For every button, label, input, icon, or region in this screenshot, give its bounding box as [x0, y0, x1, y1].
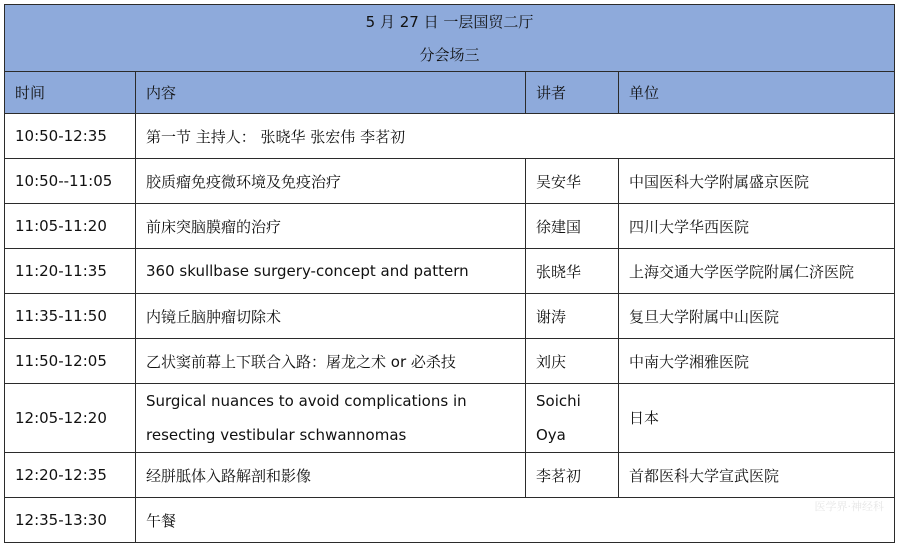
speaker-cell: 徐建国	[526, 204, 619, 249]
content-cell: 乙状窦前幕上下联合入路：屠龙之术 or 必杀技	[136, 339, 526, 384]
schedule-sheet	[4, 4, 894, 543]
content-cell: 胶质瘤免疫微环境及免疫治疗	[136, 159, 526, 204]
unit-cell: 复旦大学附属中山医院	[619, 294, 895, 339]
column-header-time: 时间	[5, 72, 136, 114]
table-row	[5, 204, 895, 249]
table-row	[5, 249, 895, 294]
unit-cell: 中国医科大学附属盛京医院	[619, 159, 895, 204]
watermark: 医学界·神经科	[814, 500, 884, 513]
time-cell: 10:50-12:35	[5, 114, 136, 159]
table-row	[5, 294, 895, 339]
table-row	[5, 159, 895, 204]
content-cell: 360 skullbase surgery-concept and pattern	[136, 249, 526, 294]
content-line: Surgical nuances to avoid complications in	[146, 392, 467, 410]
content-cell: 午餐	[136, 498, 895, 543]
time-cell: 11:50-12:05	[5, 339, 136, 384]
time-cell: 12:20-12:35	[5, 453, 136, 498]
session-name: 分会场三	[5, 38, 895, 72]
speaker-cell: 张晓华	[526, 249, 619, 294]
time-cell: 11:20-11:35	[5, 249, 136, 294]
table-row	[5, 453, 895, 498]
speaker-cell: 李茗初	[526, 453, 619, 498]
section-host-cell: 第一节 主持人： 张晓华 张宏伟 李茗初	[136, 114, 895, 159]
column-header-row	[5, 72, 895, 114]
column-header-speaker: 讲者	[526, 72, 619, 114]
unit-cell: 上海交通大学医学院附属仁济医院	[619, 249, 895, 294]
unit-cell: 四川大学华西医院	[619, 204, 895, 249]
table-row	[5, 498, 895, 543]
table-row	[5, 339, 895, 384]
speaker-line: Soichi	[536, 392, 581, 410]
unit-cell: 日本	[619, 384, 895, 453]
column-header-unit: 单位	[619, 72, 895, 114]
table-row	[5, 384, 895, 453]
content-cell	[136, 384, 526, 453]
section-row	[5, 114, 895, 159]
time-cell: 12:05-12:20	[5, 384, 136, 453]
speaker-cell: 吴安华	[526, 159, 619, 204]
content-cell: 前床突脑膜瘤的治疗	[136, 204, 526, 249]
content-cell: 经胼胝体入路解剖和影像	[136, 453, 526, 498]
time-cell: 11:35-11:50	[5, 294, 136, 339]
column-header-content: 内容	[136, 72, 526, 114]
speaker-cell	[526, 384, 619, 453]
content-cell: 内镜丘脑肿瘤切除术	[136, 294, 526, 339]
content-line: resecting vestibular schwannomas	[146, 426, 407, 444]
speaker-cell: 谢涛	[526, 294, 619, 339]
session-date-venue: 5 月 27 日 一层国贸二厅	[5, 5, 895, 39]
unit-cell: 首都医科大学宣武医院	[619, 453, 895, 498]
unit-cell: 中南大学湘雅医院	[619, 339, 895, 384]
speaker-cell: 刘庆	[526, 339, 619, 384]
time-cell: 11:05-11:20	[5, 204, 136, 249]
time-cell: 10:50--11:05	[5, 159, 136, 204]
schedule-table	[4, 4, 895, 543]
time-cell: 12:35-13:30	[5, 498, 136, 543]
speaker-line: Oya	[536, 426, 566, 444]
